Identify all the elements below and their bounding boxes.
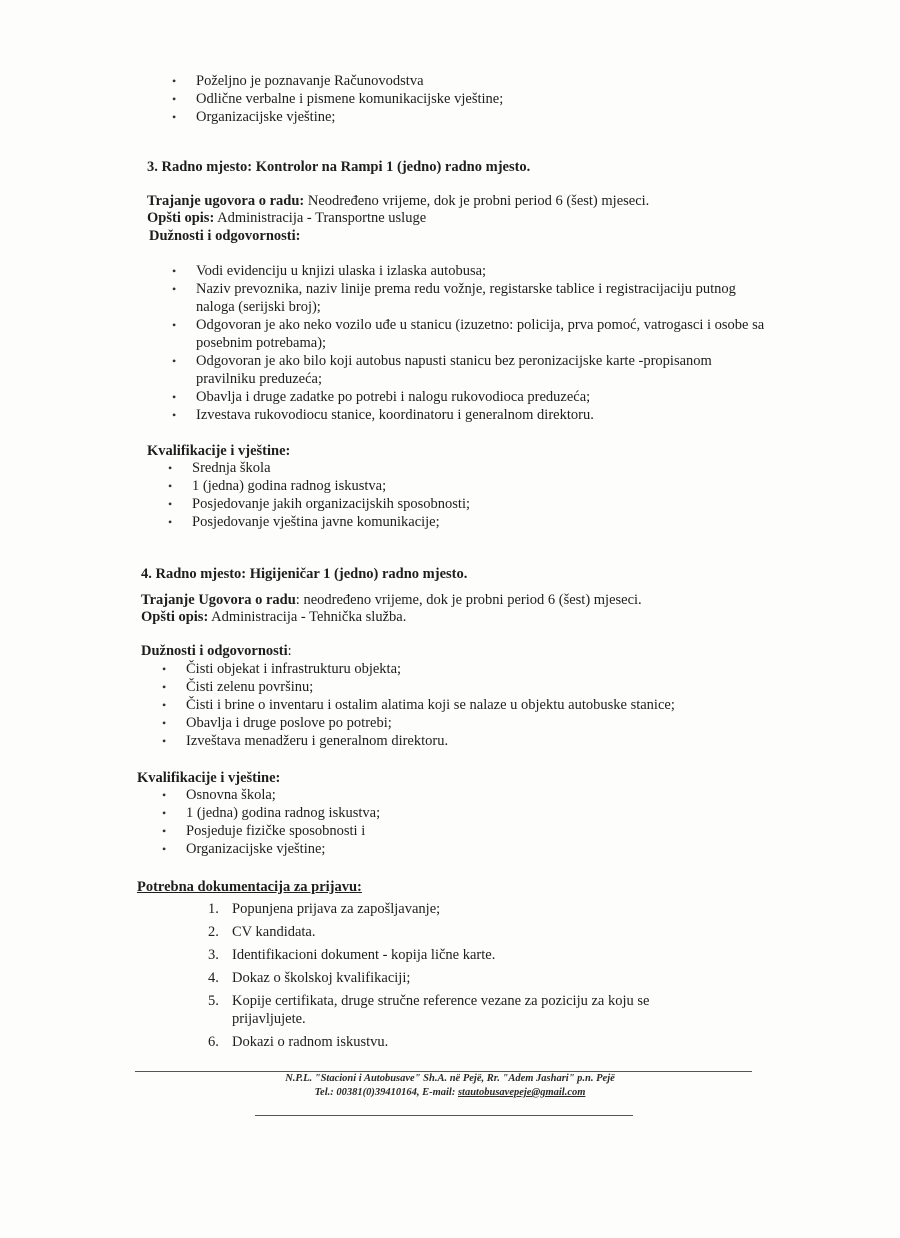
section-4-duties-heading: [141, 643, 541, 660]
section-4-duties: [162, 660, 782, 750]
list-item: • 1 (jedna) godina radnog iskustva;: [168, 477, 768, 495]
list-item: • Osnovna škola;: [162, 786, 762, 804]
section-4-heading: 4. Radno mjesto: Higijeničar 1 (jedno) radno mjesto.: [141, 566, 468, 582]
item-text: Identifikacioni dokument - kopija lične karte.: [232, 947, 496, 963]
list-item: • Odlične verbalne i pismene komunikacijske vještine;: [172, 90, 772, 108]
item-text: Kopije certifikata, druge stručne reference vezane za poziciju za koju se prijavljujete.: [232, 993, 650, 1027]
section-3-duties-heading: Dužnosti i odgovornosti:: [149, 228, 301, 244]
item-text: Popunjena prijava za zapošljavanje;: [232, 901, 441, 917]
documentation-heading: Potrebna dokumentacija za prijavu:: [137, 879, 362, 895]
item-number: 1.: [208, 901, 219, 917]
item-number: 2.: [208, 924, 219, 940]
general-value: Administracija - Transportne usluge: [214, 210, 427, 226]
duties-colon: :: [287, 643, 292, 659]
list-item: [208, 923, 708, 941]
list-item: • Srednja škola: [168, 459, 768, 477]
contract-value: : neodređeno vrijeme, dok je probni period 6 (šest) mjeseci.: [295, 592, 642, 608]
list-item: • Posjedovanje jakih organizacijskih sposobnosti;: [168, 495, 768, 513]
top-bullets: [172, 72, 772, 126]
list-item: • Odgovoran je ako neko vozilo uđe u stanicu (izuzetno: policija, prva pomoć, vatrogasci i osobe sa posebnim potrebama);: [172, 316, 772, 352]
list-item: • Posjeduje fizičke sposobnosti i: [162, 822, 762, 840]
general-label: Opšti opis:: [141, 609, 209, 625]
contract-label: Trajanje Ugovora o radu: [141, 592, 296, 608]
list-item: • Posjedovanje vještina javne komunikacije;: [168, 513, 768, 531]
section-4-qualifications: [162, 786, 762, 858]
list-item: • Čisti objekat i infrastrukturu objekta;: [162, 660, 782, 678]
general-value: Administracija - Tehnička služba.: [208, 609, 407, 625]
section-3-heading: 3. Radno mjesto: Kontrolor na Rampi 1 (jedno) radno mjesto.: [147, 159, 531, 175]
footer-phone: Tel.: 00381(0)39410164, E-mail:: [314, 1087, 458, 1098]
general-label: Opšti opis:: [147, 210, 215, 226]
list-item: [208, 969, 708, 987]
contract-label: Trajanje ugovora o radu:: [147, 193, 305, 209]
list-item: • Izveštava menadžeru i generalnom direktoru.: [162, 732, 782, 750]
list-item: • Čisti zelenu površinu;: [162, 678, 782, 696]
list-item: • 1 (jedna) godina radnog iskustva;: [162, 804, 762, 822]
list-item: [208, 992, 708, 1028]
list-item: [208, 946, 708, 964]
list-item: • Naziv prevoznika, naziv linije prema redu vožnje, registarske tablice i registracijaciju putnog naloga (serijski broj);: [172, 280, 772, 316]
item-number: 5.: [208, 993, 219, 1009]
footer-address: N.P.L. "Stacioni i Autobusave" Sh.A. në Pejë, Rr. "Adem Jashari" p.n. Pejë: [285, 1073, 615, 1084]
item-number: 4.: [208, 970, 219, 986]
list-item: • Izvestava rukovodiocu stanice, koordinatoru i generalnom direktoru.: [172, 406, 772, 424]
list-item: • Odgovoran je ako bilo koji autobus napusti stanicu bez peronizacijske karte -propisanom pravilniku preduzeća;: [172, 352, 772, 388]
footer: [200, 1072, 700, 1100]
list-item: • Poželjno je poznavanje Računovodstva: [172, 72, 772, 90]
section-4-contract: [141, 592, 781, 609]
section-4-general: [141, 609, 781, 626]
item-text: CV kandidata.: [232, 924, 316, 940]
list-item: • Obavlja i druge poslove po potrebi;: [162, 714, 782, 732]
documentation-list: [208, 900, 708, 1056]
footer-contact: [200, 1086, 700, 1100]
footer-email-link[interactable]: stautobusavepeje@gmail.com: [457, 1087, 586, 1098]
list-item: [208, 900, 708, 918]
section-4-qual-heading: Kvalifikacije i vještine:: [137, 770, 281, 786]
list-item: • Organizacijske vještine;: [172, 108, 772, 126]
contract-value: Neodređeno vrijeme, dok je probni period 6 (šest) mjeseci.: [304, 193, 650, 209]
list-item: • Obavlja i druge zadatke po potrebi i nalogu rukovodioca preduzeća;: [172, 388, 772, 406]
list-item: [208, 1033, 708, 1051]
section-3-duties: [172, 262, 772, 424]
duties-label: Dužnosti i odgovornosti: [141, 643, 288, 659]
section-3-contract: [147, 193, 787, 210]
item-number: 6.: [208, 1034, 219, 1050]
list-item: • Organizacijske vještine;: [162, 840, 762, 858]
list-item: • Čisti i brine o inventaru i ostalim alatima koji se nalaze u objektu autobuske stanice;: [162, 696, 782, 714]
item-number: 3.: [208, 947, 219, 963]
section-3-general: [147, 210, 787, 227]
footer-bottom-rule: [255, 1115, 633, 1116]
section-3-qualifications: [168, 459, 768, 531]
item-text: Dokaz o školskoj kvalifikaciji;: [232, 970, 411, 986]
section-3-qual-heading: Kvalifikacije i vještine:: [147, 443, 291, 459]
list-item: • Vodi evidenciju u knjizi ulaska i izlaska autobusa;: [172, 262, 772, 280]
item-text: Dokazi o radnom iskustvu.: [232, 1034, 389, 1050]
